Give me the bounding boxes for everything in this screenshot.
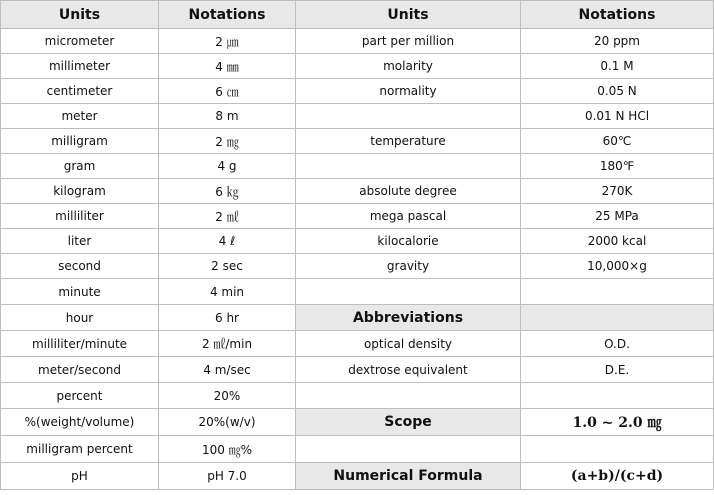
notation-cell: 0.05 N: [521, 79, 714, 104]
table-row: [1, 436, 714, 463]
notation-cell: 4 ℓ: [159, 229, 296, 254]
notation-cell: pH 7.0: [159, 463, 296, 490]
unit-cell: centimeter: [1, 79, 159, 104]
unit-cell: hour: [1, 305, 159, 331]
table-row: [1, 79, 714, 104]
unit-cell: milliliter: [1, 204, 159, 229]
unit-cell: pH: [1, 463, 159, 490]
table-row: [1, 331, 714, 357]
unit-cell: molarity: [296, 54, 521, 79]
unit-cell: [296, 154, 521, 179]
formula-value: (a+b)/(c+d): [521, 463, 714, 490]
notation-cell: 2 ㎎: [159, 129, 296, 154]
notation-cell: [521, 279, 714, 305]
unit-cell: milliliter/minute: [1, 331, 159, 357]
unit-cell: optical density: [296, 331, 521, 357]
table-row: [1, 179, 714, 204]
unit-cell: minute: [1, 279, 159, 305]
unit-cell: kilogram: [1, 179, 159, 204]
notation-cell: [521, 436, 714, 463]
header-notations-left: Notations: [159, 1, 296, 29]
table-row: [1, 409, 714, 436]
notation-cell: [521, 383, 714, 409]
section-heading-numerical-formula: Numerical Formula: [296, 463, 521, 490]
table-row: [1, 357, 714, 383]
section-heading-abbreviations: Abbreviations: [296, 305, 521, 331]
table-row: [1, 104, 714, 129]
notation-cell: 2 ㎛: [159, 29, 296, 54]
notation-cell: 20%: [159, 383, 296, 409]
unit-cell: [296, 383, 521, 409]
notation-cell: 8 m: [159, 104, 296, 129]
notation-cell: 270K: [521, 179, 714, 204]
notation-cell: 20%(w/v): [159, 409, 296, 436]
table-row: [1, 305, 714, 331]
header-units-left: Units: [1, 1, 159, 29]
unit-cell: temperature: [296, 129, 521, 154]
unit-cell: mega pascal: [296, 204, 521, 229]
unit-cell: meter/second: [1, 357, 159, 383]
unit-cell: [296, 104, 521, 129]
unit-cell: second: [1, 254, 159, 279]
unit-cell: part per million: [296, 29, 521, 54]
notation-cell: 2 ㎖: [159, 204, 296, 229]
table-row: [1, 54, 714, 79]
unit-cell: micrometer: [1, 29, 159, 54]
unit-cell: gravity: [296, 254, 521, 279]
unit-cell: millimeter: [1, 54, 159, 79]
table-row: [1, 204, 714, 229]
notation-cell: 10,000×g: [521, 254, 714, 279]
unit-cell: %(weight/volume): [1, 409, 159, 436]
unit-cell: [296, 279, 521, 305]
notation-cell: 4 m/sec: [159, 357, 296, 383]
table-row: [1, 29, 714, 54]
notation-cell: 0.1 M: [521, 54, 714, 79]
section-heading-scope: Scope: [296, 409, 521, 436]
notation-cell: 2 ㎖/min: [159, 331, 296, 357]
header-notations-right: Notations: [521, 1, 714, 29]
notation-cell: O.D.: [521, 331, 714, 357]
notation-cell: 4 min: [159, 279, 296, 305]
header-row: [1, 1, 714, 29]
unit-cell: normality: [296, 79, 521, 104]
notation-cell: 6 ㎏: [159, 179, 296, 204]
section-heading-blank: [521, 305, 714, 331]
table-row: [1, 279, 714, 305]
notation-cell: 20 ppm: [521, 29, 714, 54]
notation-cell: 25 MPa: [521, 204, 714, 229]
notation-cell: 100 ㎎%: [159, 436, 296, 463]
table-row: [1, 383, 714, 409]
unit-cell: milligram percent: [1, 436, 159, 463]
notation-cell: 60℃: [521, 129, 714, 154]
header-units-right: Units: [296, 1, 521, 29]
unit-cell: gram: [1, 154, 159, 179]
table-row: [1, 229, 714, 254]
unit-cell: absolute degree: [296, 179, 521, 204]
notation-cell: D.E.: [521, 357, 714, 383]
table-row: [1, 254, 714, 279]
unit-cell: milligram: [1, 129, 159, 154]
unit-cell: liter: [1, 229, 159, 254]
notation-cell: 180℉: [521, 154, 714, 179]
notation-cell: 2 sec: [159, 254, 296, 279]
notation-cell: 6 hr: [159, 305, 296, 331]
unit-cell: percent: [1, 383, 159, 409]
scope-value: 1.0 ~ 2.0 ㎎: [521, 409, 714, 436]
notation-cell: 4 ㎜: [159, 54, 296, 79]
unit-cell: dextrose equivalent: [296, 357, 521, 383]
table-row: [1, 154, 714, 179]
unit-cell: meter: [1, 104, 159, 129]
notation-cell: 0.01 N HCl: [521, 104, 714, 129]
table-row: [1, 129, 714, 154]
notation-cell: 6 ㎝: [159, 79, 296, 104]
notation-cell: 2000 kcal: [521, 229, 714, 254]
unit-cell: [296, 436, 521, 463]
notation-cell: 4 g: [159, 154, 296, 179]
unit-cell: kilocalorie: [296, 229, 521, 254]
table-row: [1, 463, 714, 490]
